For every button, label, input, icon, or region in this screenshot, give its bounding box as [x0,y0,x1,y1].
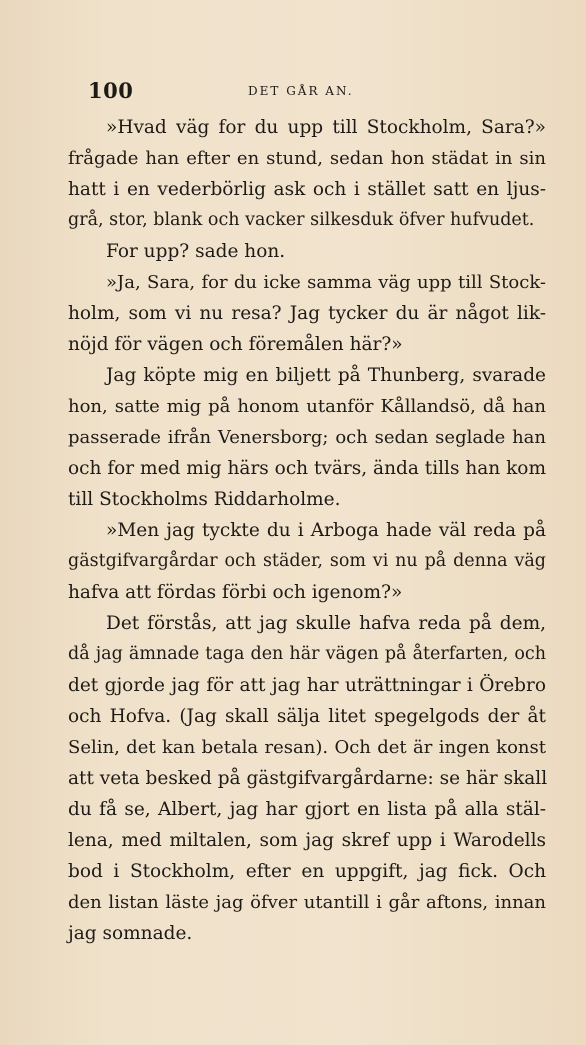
text-line: och Hofva. (Jag skall sälja litet spegelgods der åt [68,706,546,727]
text-line: nöjd för vägen och föremålen här?» [68,334,403,355]
body-text [68,112,546,949]
text-line: For upp? sade hon. [106,241,286,262]
text-line: frågade han efter en stund, sedan hon städat in sin [68,148,546,169]
text-line: holm, som vi nu resa? Jag tycker du är något lik- [68,303,546,324]
text-line: Jag köpte mig en biljett på Thunberg, svarade [106,365,546,386]
text-line: du få se, Albert, jag har gjort en lista på alla stäl- [68,799,546,820]
text-line: »Men jag tyckte du i Arboga hade väl reda på [106,520,546,541]
text-line: då jag ämnade taga den här vägen på återfarten, och [68,644,546,664]
text-line: hafva att fördas förbi och igenom?» [68,582,403,603]
text-line: den listan läste jag öfver utantill i går aftons, innan [68,892,546,913]
text-line: gästgifvargårdar och städer, som vi nu på denna väg [68,551,546,571]
text-line: och for med mig härs och tvärs, ända tills han kom [68,458,546,479]
text-line: lena, med miltalen, som jag skref upp i Warodells [68,830,546,851]
text-line: att veta besked på gästgifvargårdarne: se här skall [68,768,548,789]
page-number: 100 [88,78,134,103]
text-line: hatt i en vederbörlig ask och i stället satt en ljus- [68,179,546,200]
text-line: jag somnade. [68,923,193,944]
page-header [88,78,528,104]
text-line: »Ja, Sara, for du icke samma väg upp till Stock- [106,272,546,293]
text-line: till Stockholms Riddarholme. [68,489,341,510]
text-line: Selin, det kan betala resan). Och det är ingen konst [68,737,546,758]
text-line: det gjorde jag för att jag har uträttningar i Örebro [68,675,546,696]
text-line: passerade ifrån Venersborg; och sedan seglade han [68,427,546,448]
text-line: bod i Stockholm, efter en uppgift, jag fick. Och [68,861,546,882]
text-line: grå, stor, blank och vacker silkesduk öfver hufvudet. [68,210,535,230]
text-line: Det förstås, att jag skulle hafva reda på dem, [106,613,546,634]
text-line: »Hvad väg for du upp till Stockholm, Sara?» [106,117,546,138]
running-title: DET GÅR AN. [248,84,354,98]
text-line: hon, satte mig på honom utanför Kållandsö, då han [68,396,546,417]
